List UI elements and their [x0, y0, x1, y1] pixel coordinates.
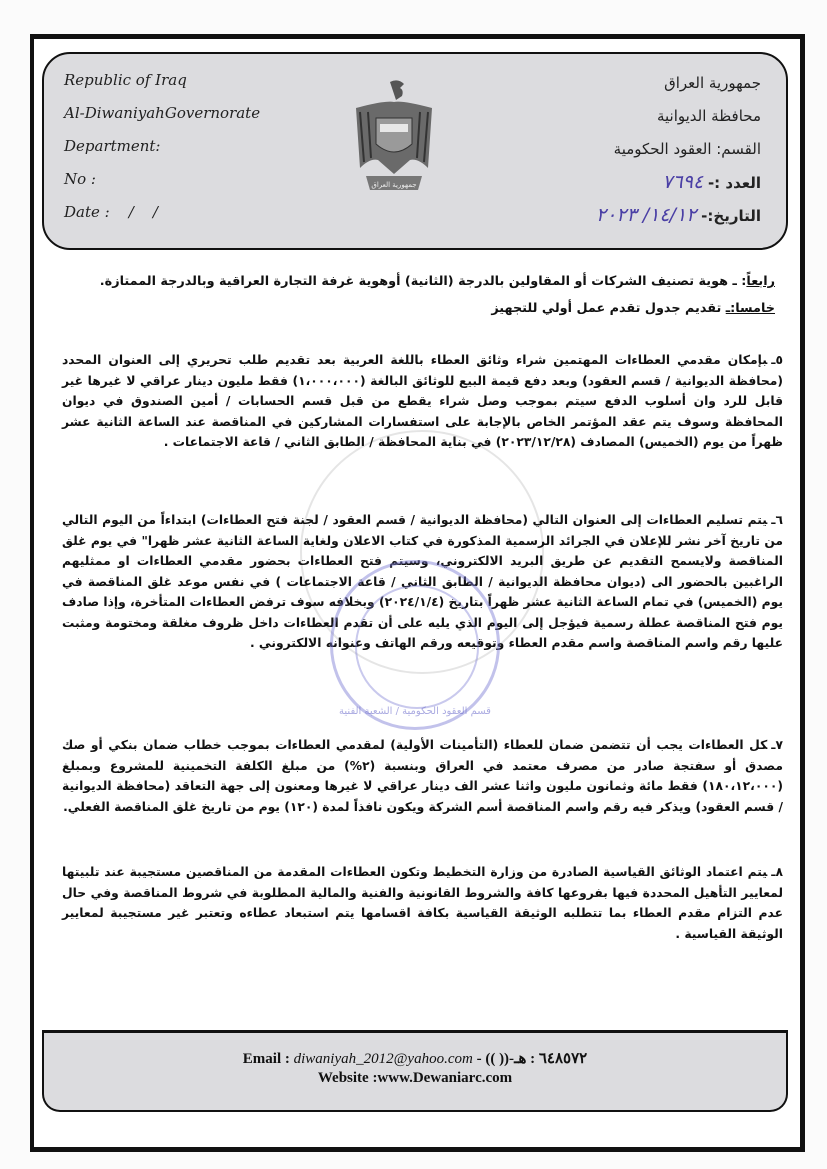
- number-label-en: No :: [64, 170, 96, 188]
- reference-number-row: [521, 169, 761, 202]
- email-label: Email :: [242, 1051, 294, 1067]
- stamp-text: قسم العقود الحكومية / الشعبة الفنية: [339, 706, 491, 717]
- section-fourth: [62, 268, 775, 295]
- governorate-name-en: Al-DiwaniyahGovernorate: [64, 104, 261, 122]
- clause-6: [62, 510, 783, 654]
- iraq-eagle-emblem-icon: [346, 78, 442, 200]
- section-fourth-text: : ـ هوية تصنيف الشركات أو المقاولين بالدرجة (الثانية) أوهوية غرفة التجارة العراقية وبالدرجة الممتازة.: [99, 274, 747, 289]
- clause-text: كل العطاءات يجب أن تتضمن ضمان للعطاء (التأمينات الأولية) لمقدمي العطاءات بموجب خطاب ضمان بنكي أو صك مصدق أو سفتجة صادر من مصرف معتمد في العراق وبنسبة (٢%) من مبلغ الكلفة التخمينية للمشروع وبمبلغ (١٨٠،١٢،٠٠٠) فقط مائة وثمانون مليون واثنا عشر الف دينار عراقي لا غيرها ومعنون إلى جهة التعاقد (محافظة الديوانية / قسم العقود) ويذكر فيه رقم واسم المناقصة أسم الشركة ويكون نافذاً لمدة (١٢٠) يوم من تاريخ غلق المناقصة الفعلي.: [62, 738, 783, 814]
- country-name-ar: جمهورية العراق: [664, 74, 761, 92]
- department-name-ar: القسم: العقود الحكومية: [613, 140, 761, 158]
- emblem-caption: جمهورية العراق: [371, 181, 417, 189]
- clause-number: ٧ـ: [771, 738, 783, 752]
- section-fourth-label: رابعاً: [746, 274, 775, 289]
- email-link[interactable]: diwaniyah_2012@yahoo.com: [293, 1051, 473, 1067]
- footer-email-line: [44, 1049, 786, 1068]
- sections-fourth-fifth: [62, 268, 775, 322]
- clause-number: ٨ـ: [771, 865, 783, 879]
- letterhead-arabic: [521, 70, 761, 235]
- date-row-ar: [521, 202, 761, 235]
- clause-number: ٥ـ: [771, 353, 783, 367]
- clause-text: يتم تسليم العطاءات إلى العنوان التالي (محافظة الديوانية / قسم العقود / لجنة فتح العطاءات) ابتداءاً من اليوم التالي من تاريخ آخر نشر للإعلان في الجرائد الرسمية المذكورة في كتاب الاعلان ولغاية الساعة الثانية عشر ظهرا" في يوم غلق المناقصة ولايسمح التقديم عن طريق البريد الالكتروني، وسيتم فتح العطاءات بحضور مقدمي العطاءات او ممثليهم الراغبين بالحضور الى (ديوان محافظة الديوانية / الطابق الثاني / قاعة الاجتماعات ) في نفس موعد غلق المناقصة في يوم (الخميس) في تمام الساعة الثانية عشر ظهراً بتاريخ (٢٠٢٤/١/٤) وبخلافه سوف ترفض العطاءات المتأخرة، وإذا صادف يوم فتح المناقصة عطلة رسمية فيؤجل إلى اليوم الذي يليه على أن تقدم العطاءات داخل ظروف مغلقة ومختومة ومثبت عليها رقم واسم المناقصة واسم مقدم العطاء وتوقيعه ورقم الهاتف وعنوانه الالكتروني .: [61, 513, 783, 650]
- clause-8: [62, 862, 783, 944]
- department-label-en: Department:: [64, 137, 161, 155]
- section-fifth-text: تقديم جدول تقدم عمل أولي للتجهيز: [491, 301, 726, 316]
- date-label-en: Date : / /: [64, 203, 158, 221]
- footer-contact-box: [42, 1030, 788, 1112]
- section-fifth: [62, 295, 775, 322]
- reference-number-value: ٧٦٩٤: [662, 171, 704, 193]
- phone-number: - (( ))-٦٤٨٥٧٢ : هـ: [472, 1051, 588, 1067]
- clause-text: بإمكان مقدمي العطاءات المهتمين شراء وثائق العطاء باللغة العربية بعد تقديم طلب تحريري إلى العنوان المحدد (محافظة الديوانية / قسم العقود) وبعد دفع قيمة البيع للوثائق البالغة (١،٠٠٠،٠٠٠) فقط مليون دينار عراقي لا غيرها غير قابل للرد وان أسلوب الدفع سيتم بموجب وصل شراء يقطع من قبل قسم الحسابات / أمين الصندوق في ديوان المحافظة وسوف يتم عقد المؤتمر الخاص بالإجابة على استفسارات المشاركين في المناقصة عند الساعة الثانية عشر ظهراً من يوم (الخميس) المصادف (٢٠٢٣/١٢/٢٨) في بناية المحافظة / الطابق الثاني / قاعة الاجتماعات .: [62, 353, 783, 449]
- clause-text: يتم اعتماد الوثائق القياسية الصادرة من وزارة التخطيط وتكون العطاءات المقدمة من المناقصين مستجيبة عند تلبيتها لمعايير التأهيل المحددة فيها بفروعها كافة والشروط القانونية والفنية والمالية المطلوبة في شروط المناقصة وفي حال عدم التزام مقدم العطاء بما تتطلبه الوثيقة القياسية بكافة اقسامها يتم استبعاد عطاءه وتعتبر غير مستجيبة لمعايير الوثيقة القياسية .: [62, 865, 783, 941]
- section-fifth-label: خامسا:ـ: [725, 301, 775, 316]
- date-label-ar: التاريخ:-: [701, 207, 761, 225]
- clause-7: [62, 735, 783, 817]
- number-label-ar: العدد :-: [707, 174, 761, 192]
- letterhead-english: [64, 68, 304, 233]
- date-value-ar: ١٤/١٢/ ٢٠٢٣: [595, 204, 697, 226]
- clause-5: [62, 350, 783, 453]
- clause-number: ٦ـ: [771, 513, 783, 527]
- website-link[interactable]: Website :www.Dewaniarc.com: [317, 1070, 513, 1086]
- governorate-name-ar: محافظة الديوانية: [656, 107, 761, 125]
- country-name-en: Republic of Iraq: [64, 71, 187, 89]
